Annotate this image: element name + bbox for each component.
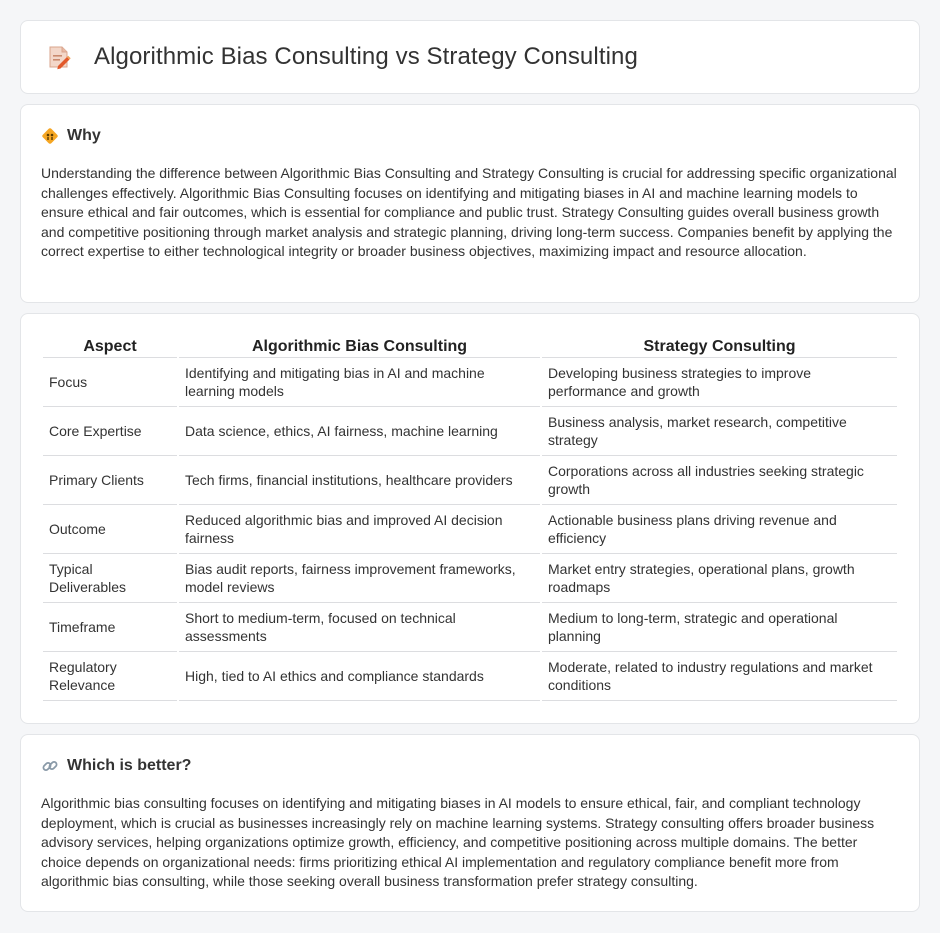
strategy-cell: Medium to long-term, strategic and operational planning	[542, 603, 897, 652]
header-aspect: Aspect	[43, 334, 177, 358]
diamond-sign-icon	[41, 127, 59, 145]
table-row	[43, 652, 897, 701]
which-heading	[41, 757, 899, 775]
strategy-cell: Corporations across all industries seeking strategic growth	[542, 456, 897, 505]
table-row	[43, 505, 897, 554]
bias-cell: Data science, ethics, AI fairness, machine learning	[179, 407, 540, 456]
bias-cell: Bias audit reports, fairness improvement frameworks, model reviews	[179, 554, 540, 603]
aspect-cell: Typical Deliverables	[43, 554, 177, 603]
why-heading	[41, 127, 899, 145]
which-title: Which is better?	[67, 757, 192, 774]
strategy-cell: Actionable business plans driving revenue and efficiency	[542, 505, 897, 554]
document-pencil-icon	[46, 44, 72, 70]
bias-cell: High, tied to AI ethics and compliance standards	[179, 652, 540, 701]
table-row	[43, 456, 897, 505]
header-algorithmic-bias: Algorithmic Bias Consulting	[179, 334, 540, 358]
bias-cell: Tech firms, financial institutions, healthcare providers	[179, 456, 540, 505]
bias-cell: Reduced algorithmic bias and improved AI decision fairness	[179, 505, 540, 554]
aspect-cell: Focus	[43, 358, 177, 407]
why-title: Why	[67, 127, 101, 144]
table-row	[43, 603, 897, 652]
table-row	[43, 407, 897, 456]
strategy-cell: Market entry strategies, operational plans, growth roadmaps	[542, 554, 897, 603]
aspect-cell: Timeframe	[43, 603, 177, 652]
which-better-section	[20, 734, 920, 912]
why-text: Understanding the difference between Algorithmic Bias Consulting and Strategy Consulting is crucial for addressing specific organizational challenges effectively. Algorithmic Bias Consulting focuses on identifying and mitigating biases in AI and machine learning models to ensure ethical and fair outcomes, which is essential for compliance and public trust. Strategy Consulting guides overall business growth and competitive positioning through market analysis and strategic planning, driving long-term success. Companies benefit by applying the correct expertise to either technological integrity or broader business objectives, maximizing impact and resource allocation.	[41, 165, 897, 259]
table-row	[43, 358, 897, 407]
aspect-cell: Primary Clients	[43, 456, 177, 505]
table-header-row	[43, 334, 897, 358]
bias-cell: Short to medium-term, focused on technical assessments	[179, 603, 540, 652]
header-strategy: Strategy Consulting	[542, 334, 897, 358]
link-icon	[41, 757, 59, 775]
table-row	[43, 554, 897, 603]
header-card	[20, 20, 920, 94]
strategy-cell: Business analysis, market research, competitive strategy	[542, 407, 897, 456]
aspect-cell: Core Expertise	[43, 407, 177, 456]
aspect-cell: Outcome	[43, 505, 177, 554]
strategy-cell: Developing business strategies to improve performance and growth	[542, 358, 897, 407]
bias-cell: Identifying and mitigating bias in AI and machine learning models	[179, 358, 540, 407]
aspect-cell: Regulatory Relevance	[43, 652, 177, 701]
why-section	[20, 104, 920, 303]
strategy-cell: Moderate, related to industry regulations and market conditions	[542, 652, 897, 701]
which-text: Algorithmic bias consulting focuses on identifying and mitigating biases in AI models to ensure ethical, fair, and compliant technology deployment, which is crucial as businesses increasingly rely on machine learning systems. Strategy consulting offers broader business advisory services, helping organizations optimize growth, efficiency, and competitive positioning across multiple domains. The better choice depends on organizational needs: firms prioritizing ethical AI implementation and regulatory compliance benefit more from algorithmic bias consulting, while those seeking overall business transformation prefer strategy consulting.	[41, 795, 875, 889]
page-title: Algorithmic Bias Consulting vs Strategy Consulting	[94, 43, 638, 70]
comparison-table	[41, 334, 899, 701]
comparison-table-card	[20, 313, 920, 724]
